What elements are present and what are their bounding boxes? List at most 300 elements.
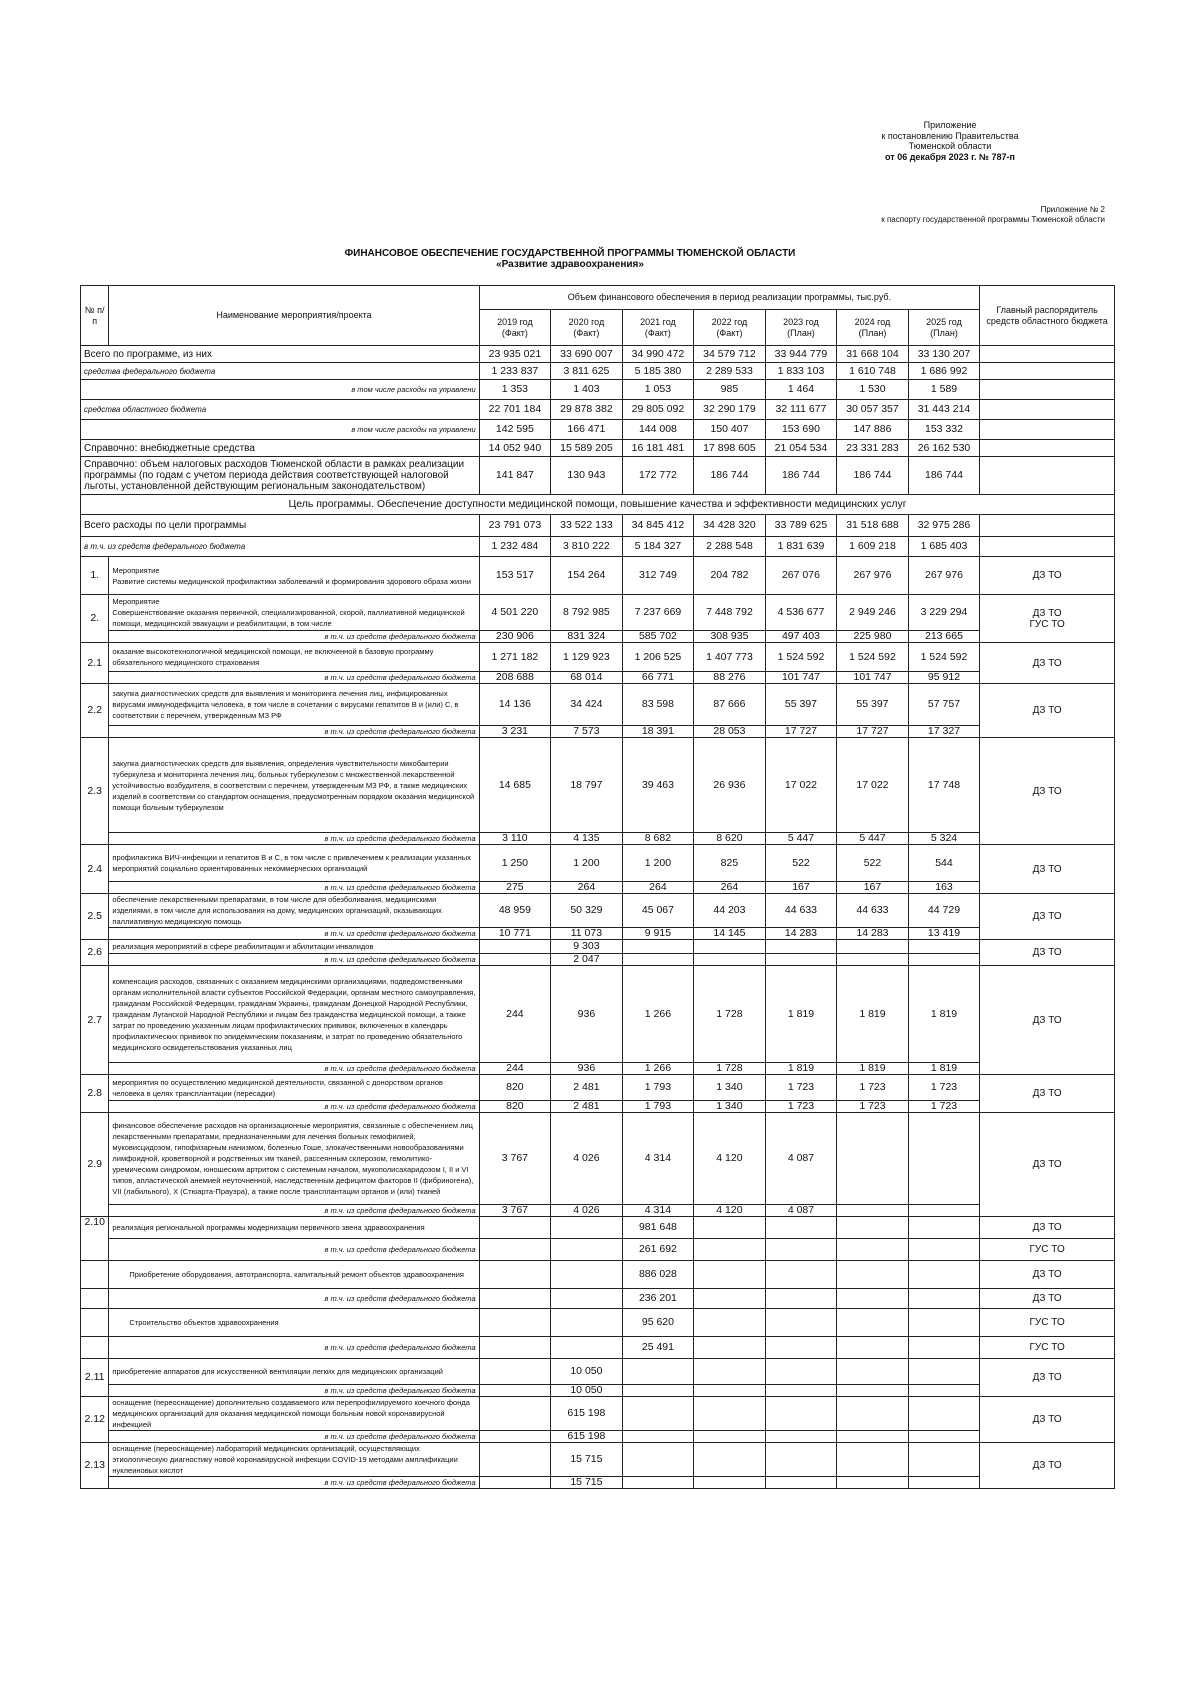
item-value-empty bbox=[837, 1359, 909, 1385]
item-2-10-value-empty bbox=[694, 1261, 766, 1289]
item-fed-value: 17 727 bbox=[837, 726, 909, 738]
item-fed-label: в т.ч. из средств федерального бюджета bbox=[109, 726, 479, 738]
item-fed-row bbox=[81, 1431, 1115, 1443]
item-fed-row bbox=[81, 631, 1115, 643]
summary-value: 33 944 779 bbox=[765, 346, 837, 363]
header-year-label: 2021 год bbox=[640, 316, 676, 327]
item-value: 17 748 bbox=[908, 738, 980, 833]
item-manager: ДЗ ТО bbox=[980, 966, 1115, 1075]
summary-manager bbox=[980, 363, 1115, 380]
summary-value: 34 579 712 bbox=[694, 346, 766, 363]
item-value: 312 749 bbox=[622, 557, 694, 595]
item-2-10-value-empty bbox=[479, 1239, 551, 1261]
summary-label: в том числе расходы на управлени bbox=[81, 420, 480, 440]
item-fed-value: 17 727 bbox=[765, 726, 837, 738]
item-fed-value: 167 bbox=[837, 882, 909, 894]
goal-total-value: 23 791 073 bbox=[479, 515, 551, 537]
item-fed-value-empty bbox=[837, 1431, 909, 1443]
item-2-10-value-empty bbox=[908, 1309, 980, 1337]
item-value-empty bbox=[622, 1359, 694, 1385]
item-value: 1 524 592 bbox=[908, 643, 980, 672]
item-fed-label: в т.ч. из средств федерального бюджета bbox=[109, 833, 479, 845]
item-num: 2.6 bbox=[81, 940, 109, 966]
item-fed-row bbox=[81, 1385, 1115, 1397]
item-value: 1 250 bbox=[479, 845, 551, 882]
item-value: 1 793 bbox=[622, 1075, 694, 1101]
item-fed-value bbox=[694, 954, 766, 966]
item-value-empty bbox=[479, 1443, 551, 1477]
item-num: 2.11 bbox=[81, 1359, 109, 1397]
goal-row bbox=[81, 495, 1115, 515]
summary-value: 23 331 283 bbox=[837, 440, 909, 457]
item-fed-value-empty bbox=[837, 1477, 909, 1489]
item-2-10-manager: ГУС ТО bbox=[980, 1239, 1115, 1261]
item-num: 1. bbox=[81, 557, 109, 595]
item-2-10-value-empty bbox=[837, 1217, 909, 1239]
item-fed-value: 9 915 bbox=[622, 928, 694, 940]
item-2-10-value-empty bbox=[908, 1337, 980, 1359]
item-num-empty bbox=[81, 1337, 109, 1359]
item-manager: ДЗ ТО bbox=[980, 643, 1115, 684]
item-value: 44 203 bbox=[694, 894, 766, 928]
item-name: обеспечение лекарственными препаратами, в том числе для обезболивания, медицинскими изделиями, в том числе для использования на дому, медицинских организаций, оказывающих паллиативную медицинскую помощь bbox=[109, 894, 479, 928]
item-value: 204 782 bbox=[694, 557, 766, 595]
item-2-10-value-2021: 981 648 bbox=[622, 1217, 694, 1239]
summary-value: 33 130 207 bbox=[908, 346, 980, 363]
item-fed-label: в т.ч. из средств федерального бюджета bbox=[109, 1385, 479, 1397]
item-fed-value: 936 bbox=[551, 1063, 623, 1075]
item-2-10-name: в т.ч. из средств федерального бюджета bbox=[109, 1337, 479, 1359]
goal-total-label: Всего расходы по цели программы bbox=[81, 515, 480, 537]
item-fed-value: 585 702 bbox=[622, 631, 694, 643]
item-2-10-value-empty bbox=[765, 1289, 837, 1309]
item-value: 267 976 bbox=[908, 557, 980, 595]
summary-value: 147 886 bbox=[837, 420, 909, 440]
item-fed-value: 1 819 bbox=[765, 1063, 837, 1075]
goal-total-value: 5 184 327 bbox=[622, 537, 694, 557]
item-2-10-value-empty bbox=[765, 1261, 837, 1289]
item-fed-value: 1 340 bbox=[694, 1101, 766, 1113]
item-name: оказание высокотехнологичной медицинской помощи, не включенной в базовую программу обязательного медицинского страхования bbox=[109, 643, 479, 672]
item-value: 936 bbox=[551, 966, 623, 1063]
item-row bbox=[81, 845, 1115, 882]
summary-label: средства областного бюджета bbox=[81, 400, 480, 420]
item-fed-value-empty bbox=[694, 1431, 766, 1443]
item-name: профилактика ВИЧ-инфекции и гепатитов В и С, в том числе с привлечением к реализации указанных мероприятий социально ориентированных некоммерческих организаций bbox=[109, 845, 479, 882]
item-fed-row bbox=[81, 833, 1115, 845]
header-year-label: 2025 год bbox=[926, 316, 962, 327]
item-fed-value-empty bbox=[694, 1385, 766, 1397]
item-value: 153 517 bbox=[479, 557, 551, 595]
item-fed-label: в т.ч. из средств федерального бюджета bbox=[109, 928, 479, 940]
item-fed-label: в т.ч. из средств федерального бюджета bbox=[109, 1477, 479, 1489]
summary-row bbox=[81, 457, 1115, 495]
appendix2-line-2: к паспорту государственной программы Тюменской области bbox=[881, 214, 1105, 224]
item-fed-value: 1 728 bbox=[694, 1063, 766, 1075]
goal-total-value: 34 845 412 bbox=[622, 515, 694, 537]
item-manager: ДЗ ТО bbox=[980, 1113, 1115, 1217]
item-value: 1 271 182 bbox=[479, 643, 551, 672]
summary-value: 2 289 533 bbox=[694, 363, 766, 380]
item-value: 1 407 773 bbox=[694, 643, 766, 672]
item-manager: ДЗ ТО bbox=[980, 557, 1115, 595]
item-value: 55 397 bbox=[765, 684, 837, 726]
item-row bbox=[81, 684, 1115, 726]
item-fed-row bbox=[81, 928, 1115, 940]
item-fed-value: 1 819 bbox=[837, 1063, 909, 1075]
item-2-10-value-empty bbox=[479, 1309, 551, 1337]
item-2-10-value-empty bbox=[694, 1239, 766, 1261]
appendix-line-3: Тюменской области bbox=[908, 141, 992, 151]
header-volume: Объем финансового обеспечения в период реализации программы, тыс.руб. bbox=[479, 286, 980, 310]
item-fed-value: 497 403 bbox=[765, 631, 837, 643]
item-value: 1 340 bbox=[694, 1075, 766, 1101]
item-fed-value: 1 819 bbox=[908, 1063, 980, 1075]
summary-value: 32 111 677 bbox=[765, 400, 837, 420]
header-manager: Главный распорядитель средств областного бюджета bbox=[980, 286, 1115, 346]
item-fed-value: 8 620 bbox=[694, 833, 766, 845]
item-value bbox=[837, 1113, 909, 1205]
summary-row bbox=[81, 440, 1115, 457]
item-2-10-value-empty bbox=[908, 1239, 980, 1261]
header-year-kind: (План) bbox=[930, 327, 958, 338]
item-fed-value-empty bbox=[908, 1385, 980, 1397]
summary-value: 153 690 bbox=[765, 420, 837, 440]
item-value: 4 501 220 bbox=[479, 595, 551, 631]
item-2-10-value-empty bbox=[479, 1337, 551, 1359]
item-2-10-value-empty bbox=[765, 1239, 837, 1261]
item-fed-value: 14 283 bbox=[837, 928, 909, 940]
item-2-10-value-2021: 261 692 bbox=[622, 1239, 694, 1261]
item-fed-label: в т.ч. из средств федерального бюджета bbox=[109, 882, 479, 894]
item-row bbox=[81, 738, 1115, 833]
item-2-10-value-empty bbox=[551, 1239, 623, 1261]
item-fed-value: 66 771 bbox=[622, 672, 694, 684]
summary-value: 23 935 021 bbox=[479, 346, 551, 363]
item-manager: ДЗ ТО bbox=[980, 940, 1115, 966]
item-fed-value-empty bbox=[765, 1385, 837, 1397]
item-num: 2.9 bbox=[81, 1113, 109, 1217]
item-value: 1 819 bbox=[908, 966, 980, 1063]
item-value: 14 685 bbox=[479, 738, 551, 833]
item-num-empty bbox=[81, 1289, 109, 1309]
item-value: 1 266 bbox=[622, 966, 694, 1063]
summary-value: 985 bbox=[694, 380, 766, 400]
summary-value: 26 162 530 bbox=[908, 440, 980, 457]
item-fed-row bbox=[81, 1063, 1115, 1075]
goal-text: Цель программы. Обеспечение доступности медицинской помощи, повышение качества и эффективности медицинских услуг bbox=[81, 495, 1115, 515]
item-value: 1 819 bbox=[837, 966, 909, 1063]
header-num: № п/п bbox=[81, 286, 109, 346]
item-value: 44 729 bbox=[908, 894, 980, 928]
item-fed-value: 4 135 bbox=[551, 833, 623, 845]
item-value: 4 026 bbox=[551, 1113, 623, 1205]
item-2-10-row bbox=[81, 1239, 1115, 1261]
item-value-empty bbox=[694, 1443, 766, 1477]
item-value bbox=[765, 940, 837, 954]
summary-value: 34 990 472 bbox=[622, 346, 694, 363]
item-value: 154 264 bbox=[551, 557, 623, 595]
item-2-10-name: реализация региональной программы модернизации первичного звена здравоохранения bbox=[109, 1217, 479, 1239]
item-fed-value: 3 767 bbox=[479, 1205, 551, 1217]
item-value: 1 206 525 bbox=[622, 643, 694, 672]
item-value: 34 424 bbox=[551, 684, 623, 726]
item-num: 2.5 bbox=[81, 894, 109, 940]
item-num: 2.3 bbox=[81, 738, 109, 845]
item-fed-value-empty bbox=[837, 1385, 909, 1397]
item-2-10-value-empty bbox=[765, 1309, 837, 1337]
item-2-10-value-empty bbox=[908, 1217, 980, 1239]
summary-value: 130 943 bbox=[551, 457, 623, 495]
summary-manager bbox=[980, 457, 1115, 495]
item-name: оснащение (переоснащение) дополнительно создаваемого или перепрофилируемого коечного фонда медицинских организаций для оказания медицинской помощи больным новой коронавирусной инфекцией bbox=[109, 1397, 479, 1431]
item-manager: ДЗ ТО bbox=[980, 738, 1115, 845]
item-fed-value-empty bbox=[908, 1477, 980, 1489]
item-2-10-value-empty bbox=[551, 1217, 623, 1239]
item-value: 48 959 bbox=[479, 894, 551, 928]
summary-value: 150 407 bbox=[694, 420, 766, 440]
item-2-10-manager: ДЗ ТО bbox=[980, 1289, 1115, 1309]
header-year bbox=[837, 310, 909, 346]
goal-total-value: 1 685 403 bbox=[908, 537, 980, 557]
header-year-kind: (Факт) bbox=[716, 327, 743, 338]
item-value: 522 bbox=[765, 845, 837, 882]
item-fed-value: 225 980 bbox=[837, 631, 909, 643]
item-value: 1 200 bbox=[551, 845, 623, 882]
item-fed-value: 5 324 bbox=[908, 833, 980, 845]
summary-value: 1 610 748 bbox=[837, 363, 909, 380]
item-2-10-value-empty bbox=[837, 1337, 909, 1359]
item-name: Мероприятие Развитие системы медицинской профилактики заболеваний и формирования здорового образа жизни bbox=[109, 557, 479, 595]
document-title-line-2: «Развитие здравоохранения» bbox=[496, 259, 644, 270]
item-fed-value: 14 145 bbox=[694, 928, 766, 940]
summary-value: 166 471 bbox=[551, 420, 623, 440]
item-fed-value bbox=[908, 954, 980, 966]
item-fed-value: 820 bbox=[479, 1101, 551, 1113]
item-row bbox=[81, 940, 1115, 954]
item-fed-row bbox=[81, 882, 1115, 894]
item-value bbox=[908, 1113, 980, 1205]
summary-label: Всего по программе, из них bbox=[81, 346, 480, 363]
item-fed-value: 213 665 bbox=[908, 631, 980, 643]
item-2-10-name: в т.ч. из средств федерального бюджета bbox=[109, 1289, 479, 1309]
item-value-empty bbox=[694, 1359, 766, 1385]
item-value: 17 022 bbox=[765, 738, 837, 833]
item-num: 2.10 bbox=[81, 1217, 109, 1261]
summary-manager bbox=[980, 400, 1115, 420]
item-value: 18 797 bbox=[551, 738, 623, 833]
summary-value: 22 701 184 bbox=[479, 400, 551, 420]
header-year-kind: (Факт) bbox=[501, 327, 528, 338]
header-name: Наименование мероприятия/проекта bbox=[109, 286, 479, 346]
item-value: 1 129 923 bbox=[551, 643, 623, 672]
item-2-10-row bbox=[81, 1289, 1115, 1309]
item-value bbox=[622, 940, 694, 954]
item-2-10-value-empty bbox=[837, 1261, 909, 1289]
item-fed-value: 308 935 bbox=[694, 631, 766, 643]
goal-total-value: 3 810 222 bbox=[551, 537, 623, 557]
item-num: 2.2 bbox=[81, 684, 109, 738]
item-manager: ДЗ ТО bbox=[980, 1397, 1115, 1443]
item-fed-value: 18 391 bbox=[622, 726, 694, 738]
appendix-line-1: Приложение bbox=[923, 120, 977, 130]
item-2-10-manager: ГУС ТО bbox=[980, 1337, 1115, 1359]
summary-value: 15 589 205 bbox=[551, 440, 623, 457]
summary-value: 186 744 bbox=[837, 457, 909, 495]
item-fed-value: 208 688 bbox=[479, 672, 551, 684]
item-manager: ДЗ ТО bbox=[980, 894, 1115, 940]
item-2-10-name: Приобретение оборудования, автотранспорта, капитальный ремонт объектов здравоохранения bbox=[109, 1261, 479, 1289]
item-value: 1 723 bbox=[837, 1075, 909, 1101]
item-2-10-value-2021: 236 201 bbox=[622, 1289, 694, 1309]
goal-total-value: 33 522 133 bbox=[551, 515, 623, 537]
header-year-kind: (План) bbox=[858, 327, 887, 338]
item-fed-value-2020: 10 050 bbox=[551, 1385, 623, 1397]
item-value-empty bbox=[479, 1359, 551, 1385]
item-value: 50 329 bbox=[551, 894, 623, 928]
item-fed-value-empty bbox=[479, 1385, 551, 1397]
summary-label: Справочно: внебюджетные средства bbox=[81, 440, 480, 457]
summary-value: 17 898 605 bbox=[694, 440, 766, 457]
item-value: 1 819 bbox=[765, 966, 837, 1063]
summary-value: 1 686 992 bbox=[908, 363, 980, 380]
item-fed-value-empty bbox=[622, 1385, 694, 1397]
summary-value: 16 181 481 bbox=[622, 440, 694, 457]
goal-total-row bbox=[81, 515, 1115, 537]
summary-value: 31 668 104 bbox=[837, 346, 909, 363]
summary-value: 1 589 bbox=[908, 380, 980, 400]
summary-label: в том числе расходы на управлени bbox=[81, 380, 480, 400]
item-fed-value: 11 073 bbox=[551, 928, 623, 940]
item-fed-value: 28 053 bbox=[694, 726, 766, 738]
item-2-10-value-empty bbox=[908, 1261, 980, 1289]
item-2-10-row bbox=[81, 1261, 1115, 1289]
item-row bbox=[81, 595, 1115, 631]
item-fed-value: 7 573 bbox=[551, 726, 623, 738]
item-value bbox=[694, 940, 766, 954]
item-name: реализация мероприятий в сфере реабилитации и абилитации инвалидов bbox=[109, 940, 479, 954]
item-value: 44 633 bbox=[837, 894, 909, 928]
item-value: 7 237 669 bbox=[622, 595, 694, 631]
item-fed-value-empty bbox=[622, 1477, 694, 1489]
item-2-10-name: Строительство объектов здравоохранения bbox=[109, 1309, 479, 1337]
goal-total-value: 1 232 484 bbox=[479, 537, 551, 557]
item-value-empty bbox=[479, 1397, 551, 1431]
summary-label: средства федерального бюджета bbox=[81, 363, 480, 380]
summary-value: 186 744 bbox=[765, 457, 837, 495]
appendix-block bbox=[840, 120, 1060, 162]
item-value-empty bbox=[694, 1397, 766, 1431]
summary-value: 1 530 bbox=[837, 380, 909, 400]
summary-value: 32 290 179 bbox=[694, 400, 766, 420]
item-value: 1 524 592 bbox=[837, 643, 909, 672]
goal-total-manager bbox=[980, 515, 1115, 537]
goal-total-value: 33 789 625 bbox=[765, 515, 837, 537]
summary-value: 186 744 bbox=[908, 457, 980, 495]
item-value: 4 314 bbox=[622, 1113, 694, 1205]
item-value: 8 792 985 bbox=[551, 595, 623, 631]
item-fed-value: 68 014 bbox=[551, 672, 623, 684]
item-2-10-value-empty bbox=[765, 1217, 837, 1239]
summary-manager bbox=[980, 380, 1115, 400]
summary-value: 141 847 bbox=[479, 457, 551, 495]
item-num: 2.7 bbox=[81, 966, 109, 1075]
item-fed-value: 264 bbox=[622, 882, 694, 894]
item-fed-row bbox=[81, 1101, 1115, 1113]
item-fed-label: в т.ч. из средств федерального бюджета bbox=[109, 672, 479, 684]
item-value bbox=[837, 940, 909, 954]
item-2-10-value-2021: 95 620 bbox=[622, 1309, 694, 1337]
item-fed-value: 1 723 bbox=[837, 1101, 909, 1113]
item-manager: ДЗ ТО bbox=[980, 684, 1115, 738]
item-value: 1 524 592 bbox=[765, 643, 837, 672]
appendix-line-2: к постановлению Правительства bbox=[881, 130, 1019, 141]
item-name: мероприятия по осуществлению медицинской деятельности, связанной с донорством органов человека в целях трансплантации (пересадки) bbox=[109, 1075, 479, 1101]
item-2-10-manager: ДЗ ТО bbox=[980, 1261, 1115, 1289]
item-fed-value: 167 bbox=[765, 882, 837, 894]
goal-total-value: 32 975 286 bbox=[908, 515, 980, 537]
item-value-empty bbox=[622, 1397, 694, 1431]
header-year-kind: (План) bbox=[787, 327, 815, 338]
item-value: 45 067 bbox=[622, 894, 694, 928]
financing-table-body bbox=[81, 346, 1115, 1489]
item-fed-value: 5 447 bbox=[837, 833, 909, 845]
item-2-10-value-empty bbox=[551, 1261, 623, 1289]
header-year bbox=[622, 310, 694, 346]
summary-manager bbox=[980, 346, 1115, 363]
header-year-label: 2020 год bbox=[568, 316, 605, 327]
header-year bbox=[765, 310, 837, 346]
item-fed-value-2020: 615 198 bbox=[551, 1431, 623, 1443]
item-name: финансовое обеспечение расходов на организационные мероприятия, связанные с обеспечением лиц лекарственными препаратами, предназначенными для лечения больных гемофилией, муковисцидозом, гипофизарным нанизмом, болезнью Гоше, злокачественными новообразованиями лимфоидной, кроветворной и родственных им тканей, рассеянным склерозом, гемолитико-уремическим синдромом, юношеским артритом с системным началом, мукополисахаридозом I, II и VI типов, апластической анемией неуточненной, наследственным дефицитом факторов II (фибриногена), VII (лабильного), X (Стюарта-Прауэра), а также после трансплантации органов и (или) тканей bbox=[109, 1113, 479, 1205]
item-value: 14 136 bbox=[479, 684, 551, 726]
item-manager: ДЗ ТО ГУС ТО bbox=[980, 595, 1115, 643]
goal-total-value: 1 609 218 bbox=[837, 537, 909, 557]
header-year-label: 2024 год bbox=[854, 316, 891, 327]
item-fed-value-empty bbox=[765, 1431, 837, 1443]
item-value-empty bbox=[908, 1443, 980, 1477]
header-year-label: 2022 год bbox=[711, 316, 748, 327]
summary-value: 1 053 bbox=[622, 380, 694, 400]
item-fed-value: 275 bbox=[479, 882, 551, 894]
item-2-10-value-empty bbox=[551, 1309, 623, 1337]
summary-manager bbox=[980, 420, 1115, 440]
header-year-label: 2019 год bbox=[497, 316, 533, 327]
item-value-empty bbox=[765, 1359, 837, 1385]
item-fed-value: 3 231 bbox=[479, 726, 551, 738]
item-name: приобретение аппаратов для искусственной вентиляции легких для медицинских организаций bbox=[109, 1359, 479, 1385]
item-tail-row bbox=[81, 1443, 1115, 1477]
item-value-empty bbox=[908, 1359, 980, 1385]
item-fed-label: в т.ч. из средств федерального бюджета bbox=[109, 1101, 479, 1113]
summary-value: 33 690 007 bbox=[551, 346, 623, 363]
item-fed-value-empty bbox=[479, 1431, 551, 1443]
item-fed-value: 14 283 bbox=[765, 928, 837, 940]
item-2-10-manager: ДЗ ТО bbox=[980, 1217, 1115, 1239]
item-fed-value: 230 906 bbox=[479, 631, 551, 643]
item-value: 4 120 bbox=[694, 1113, 766, 1205]
item-num: 2. bbox=[81, 595, 109, 643]
item-value: 244 bbox=[479, 966, 551, 1063]
item-2-10-value-empty bbox=[694, 1289, 766, 1309]
item-2-10-value-empty bbox=[837, 1309, 909, 1337]
summary-row bbox=[81, 400, 1115, 420]
item-fed-row bbox=[81, 1477, 1115, 1489]
item-fed-row bbox=[81, 954, 1115, 966]
item-value: 55 397 bbox=[837, 684, 909, 726]
item-fed-value: 4 026 bbox=[551, 1205, 623, 1217]
item-2-10-value-empty bbox=[479, 1217, 551, 1239]
